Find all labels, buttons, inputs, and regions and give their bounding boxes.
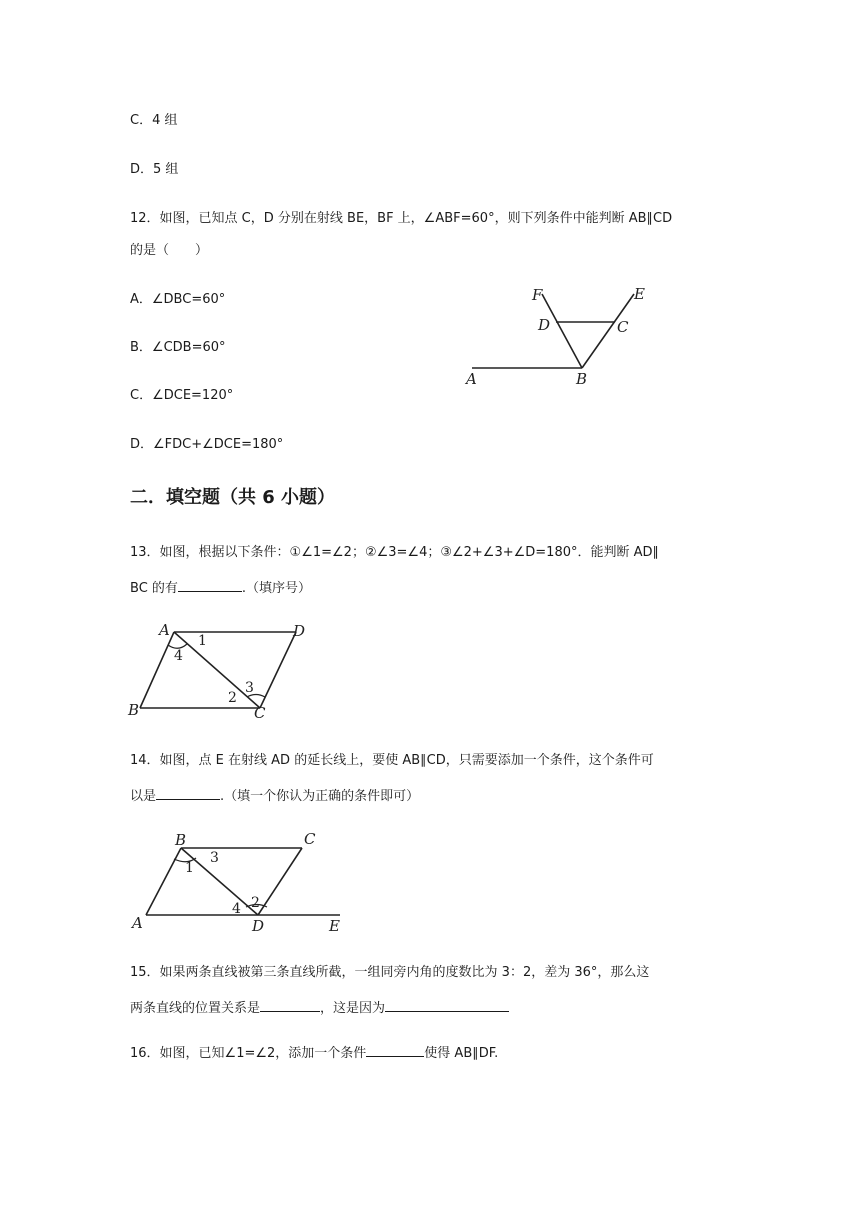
q12-figure xyxy=(460,280,660,390)
q13-label-d: D xyxy=(293,622,306,640)
q13-figure xyxy=(126,620,326,720)
q12-option-d: D．∠FDC+∠DCE=180° xyxy=(130,437,284,452)
q16-answer-blank[interactable] xyxy=(366,1042,424,1057)
q15-stem-line1: 15．如果两条直线被第三条直线所截，一组同旁内角的度数比为 3：2，差为 36°，那么这 xyxy=(130,965,650,980)
q13-stem-prefix: BC 的有 xyxy=(130,581,178,596)
q13-label-b: B xyxy=(128,701,140,719)
q14-stem-suffix: .（填一个你认为正确的条件即可） xyxy=(220,789,420,804)
q14-label-b: B xyxy=(175,831,187,849)
q14-side-ab xyxy=(146,848,181,915)
q15-stem-prefix: 两条直线的位置关系是 xyxy=(130,1001,261,1016)
q12-label-e: E xyxy=(634,285,645,303)
q14-stem-prefix: 以是 xyxy=(130,789,157,804)
q13-stem-line1: 13．如图，根据以下条件：①∠1=∠2；②∠3=∠4；③∠2+∠3+∠D=180°．能判断 AD∥ xyxy=(130,545,660,560)
q16-stem-prefix: 16．如图，已知∠1=∠2，添加一个条件 xyxy=(130,1046,367,1061)
q15-stem-line2 xyxy=(130,997,509,1019)
q14-label-a: A xyxy=(132,914,143,932)
q13-label-a: A xyxy=(159,621,170,639)
q11-option-d: D．5 组 xyxy=(130,162,179,177)
section-title-fill-in: 二．填空题（共 6 小题） xyxy=(130,487,336,508)
q14-label-d: D xyxy=(252,917,265,935)
q13-angle-1: 1 xyxy=(198,633,207,649)
q13-side-dc xyxy=(260,632,296,708)
q12-label-d: D xyxy=(538,316,551,334)
q12-option-a: A．∠DBC=60° xyxy=(130,292,226,307)
q13-stem-suffix: .（填序号） xyxy=(241,581,312,596)
q14-label-c: C xyxy=(304,830,316,848)
q15-answer-blank-1[interactable] xyxy=(260,997,320,1012)
q14-stem-line1: 14．如图，点 E 在射线 AD 的延长线上，要使 AB∥CD，只需要添加一个条件，这个条件可 xyxy=(130,753,654,768)
q12-stem-line1: 12．如图，已知点 C，D 分别在射线 BE，BF 上，∠ABF=60°，则下列条件中能判断 AB∥CD xyxy=(130,211,673,226)
q12-label-a: A xyxy=(466,370,477,388)
q12-option-c: C．∠DCE=120° xyxy=(130,388,234,403)
q13-angle-2: 2 xyxy=(228,690,237,706)
q13-stem-line2 xyxy=(130,577,311,599)
q12-option-b: B．∠CDB=60° xyxy=(130,340,226,355)
q12-label-f: F xyxy=(532,286,543,304)
q16-stem xyxy=(130,1042,498,1064)
q15-answer-blank-2[interactable] xyxy=(385,997,509,1012)
q13-answer-blank[interactable] xyxy=(178,577,242,592)
q12-label-c: C xyxy=(617,318,629,336)
q14-angle-3: 3 xyxy=(210,850,219,866)
q13-angle-3: 3 xyxy=(245,680,254,696)
q14-label-e: E xyxy=(329,917,340,935)
q11-option-c: C．4 组 xyxy=(130,113,178,128)
q12-stem-line2: 的是（ ） xyxy=(130,243,209,258)
q13-side-ab xyxy=(140,632,174,708)
q16-stem-suffix: 使得 AB∥DF. xyxy=(424,1046,499,1061)
q14-angle-1: 1 xyxy=(185,860,194,876)
q14-stem-line2 xyxy=(130,785,419,807)
q14-answer-blank[interactable] xyxy=(156,785,220,800)
q15-stem-middle: ，这是因为 xyxy=(320,1001,386,1016)
q13-angle-4: 4 xyxy=(174,648,183,664)
q12-label-b: B xyxy=(576,370,588,388)
q14-side-cd xyxy=(258,848,302,915)
q14-diagonal-bd xyxy=(181,848,258,915)
q14-angle-2: 2 xyxy=(251,895,260,911)
q13-label-c: C xyxy=(254,704,266,722)
q14-angle-4: 4 xyxy=(232,901,241,917)
q14-figure xyxy=(130,828,360,938)
